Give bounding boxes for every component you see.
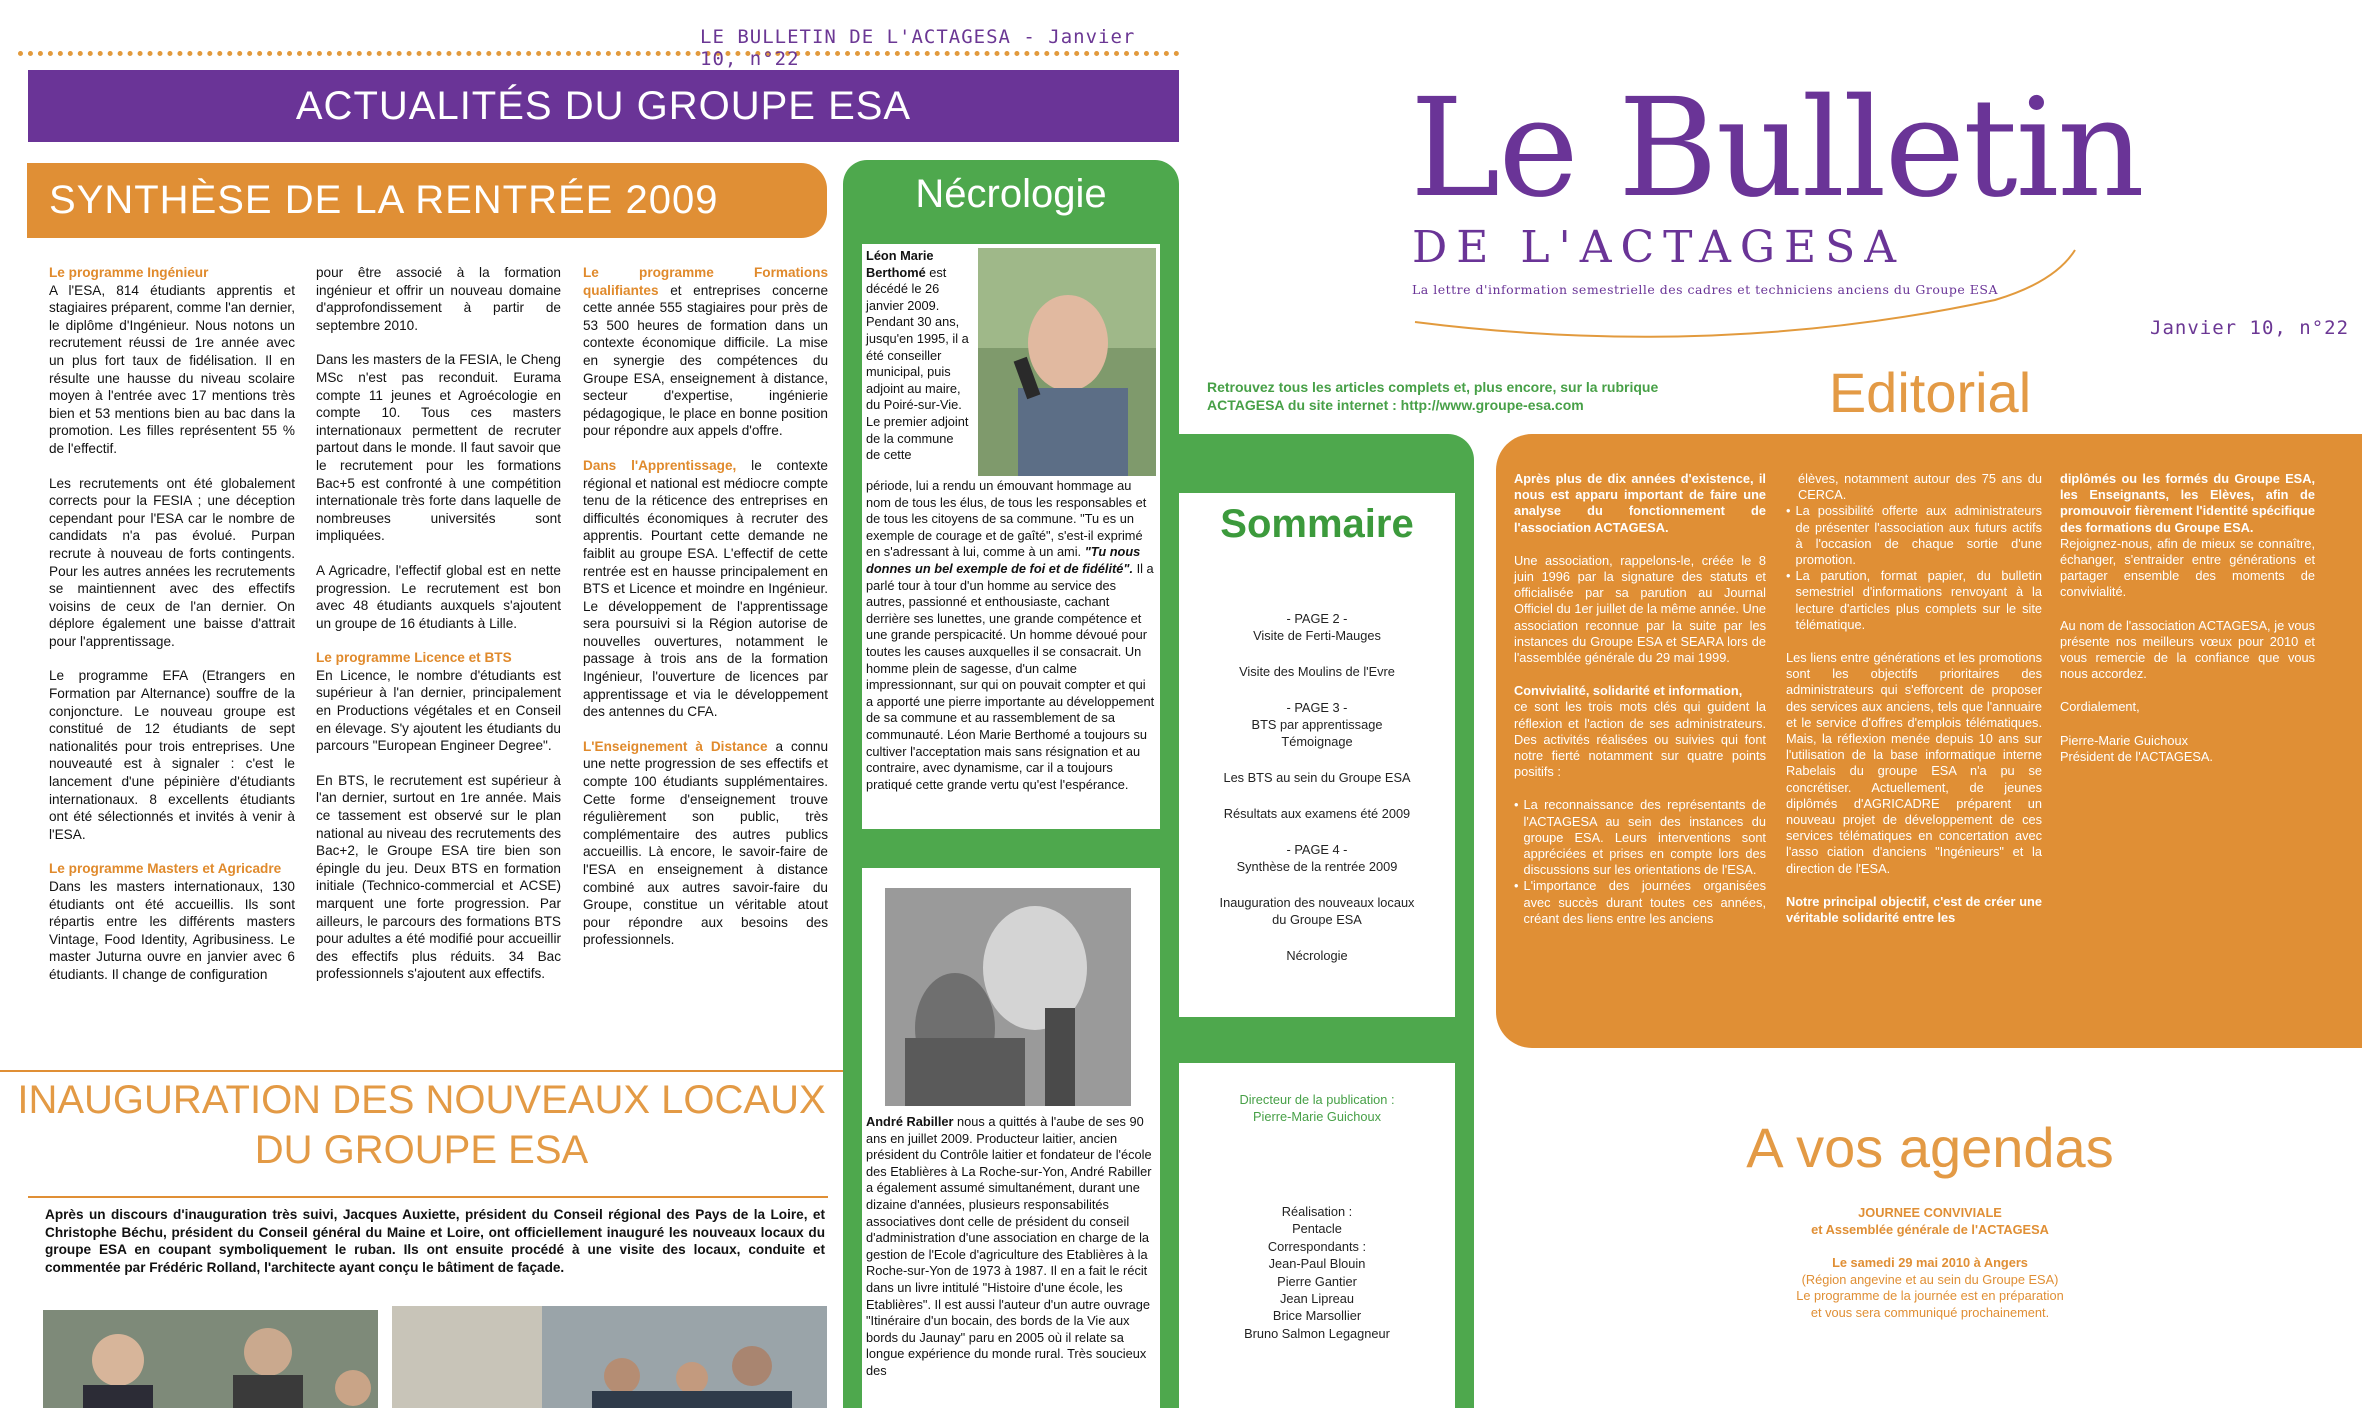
berthome-name: Léon Marie Berthomé (866, 248, 934, 280)
editorial-title: Editorial (1828, 361, 2032, 424)
sommaire-page-label: - PAGE 4 - (1286, 842, 1348, 857)
rabiller-body (866, 1114, 1156, 1380)
masthead-title: Le Bulletin (1410, 70, 2143, 228)
editorial-bullet (1786, 503, 2042, 568)
editorial-col-2 (1786, 471, 2042, 943)
editorial-paragraph: Une association, rappelons-le, créée le 8 juin 1996 par la signature des statuts et officialisée par sa parution au Journal Officiel du 1er juillet de la même année. Une association reconnue par la suite par les instances du Groupe ESA et SEARA lors de l'assemblée générale du 29 mai 1999. (1514, 552, 1766, 666)
synthese-text: le contexte régional et national est médiocre compte tenu de la réticence des entreprises en difficultés économiques à recruter des apprentis. Pourtant cette demande ne faiblit au groupe ESA. L'effectif de cette rentrée est en hausse principalement en BTS et Licence et moindre en Ingénieur. Le développement de l'apprentissage sera poursuivi si la Région autorise de nouvelles ouvertures, notamment le passage à trois ans de la formation Ingénieur, l'ouverture de licences par apprentissage et via le développement des antennes du CFA. (583, 457, 828, 720)
agenda-line: (Région angevine et au sein du Groupe ESA) (1801, 1271, 2059, 1287)
web-note-line: ACTAGESA du site internet : http://www.groupe-esa.com (1207, 397, 1584, 413)
editorial-bullet-text: La reconnaissance des représentants de l'ACTAGESA au sein des instances du groupe ESA. Leurs interventions sont appréciées et prises en compte lors des discussions sur les orientations de l'ESA. (1523, 797, 1766, 878)
sommaire-separator (1179, 1017, 1474, 1063)
synthese-heading: Le programme Masters et Agricadre (49, 861, 282, 877)
agenda-line: Le programme de la journée est en préparation (1796, 1288, 2064, 1303)
agenda-title: A vos agendas (1746, 1116, 2114, 1179)
sommaire-item[interactable]: Visite des Moulins de l'Evre (1239, 664, 1395, 679)
synthese-text: a connu une nette progression de ses effectifs et compte 100 étudiants supplémentaires. Cette forme d'enseignement trouve régulièrement son public, très complémentaire des autres publics accueillis. Là encore, le savoir-faire de l'ESA en enseignement à distance combiné aux autres savoir-faire du Groupe, constitue un véritable atout pour répondre aux besoins des professionnels. (583, 738, 829, 948)
credit-line: Pierre Gantier (1277, 1273, 1357, 1289)
berthome-intro (866, 248, 971, 464)
synthese-paragraph: Dans les masters internationaux, 130 étudiants ont été accueillis. Ils sont répartis entre les différents masters Vintage, Food Identity, Agribusiness. Le master Juturna ouvre en janvier avec 6 étudiants. Il change de configuration (49, 879, 295, 982)
necrologie-title: Nécrologie (915, 172, 1107, 216)
agenda-block (1630, 1205, 2230, 1321)
editorial-paragraph: Cordialement, (2060, 699, 2140, 715)
inauguration-body: Après un discours d'inauguration très suivi, Jacques Auxiette, président du Conseil régional des Pays de la Loire, et Christophe Béchu, président du Conseil général du Maine et Loire, ont officiellement inauguré les nouveaux locaux du groupe ESA en coupant symboliquement le ruban. Ils ont ensuite procédé à une visite des locaux, conduite et commentée par Frédéric Rolland, l'architecte ayant conçu le bâtiment de façade. (45, 1207, 825, 1275)
bullet-icon: • (1786, 503, 1791, 519)
credit-line: Jean Lipreau (1280, 1291, 1354, 1307)
synthese-heading: Le programme Licence et BTS (316, 650, 512, 666)
synthese-col-2 (316, 264, 561, 1000)
editorial-paragraph: diplômés ou les formés du Groupe ESA, les Enseignants, les Elèves, afin de promouvoir fièrement l'identité spécifique des formations du Groupe ESA. (2060, 471, 2315, 535)
agenda-line: et vous sera communiqué prochainement. (1810, 1304, 2050, 1320)
credit-line: Bruno Salmon Legagneur (1244, 1325, 1390, 1341)
divider (0, 1070, 843, 1072)
synthese-paragraph: En Licence, le nombre d'étudiants est supérieur à l'an dernier, principalement en Productions végétales et en Conseil en élevage. S'y ajoutent les étudiants du parcours "European Engineer Degree". (316, 667, 561, 754)
people-photo-icon (43, 1310, 378, 1408)
web-note (1207, 378, 1767, 414)
issue-date: Janvier 10, n°22 (2150, 317, 2350, 339)
inauguration-title-line: INAUGURATION DES NOUVEAUX LOCAUX (17, 1078, 826, 1122)
synthese-paragraph: Dans les masters de la FESIA, le Cheng MSc n'est pas reconduit. Eurama compte 11 jeunes et Agroécologie en compte 10. Tous ces masters internationaux permettent de recruter partout dans le monde. Il faut savoir que le recrutement pour les formations Bac+5 est confronté à une compétition internationale très forte dans laquelle de nombreuses universités sont impliquées. (316, 352, 561, 544)
editorial-signature: Président de l'ACTAGESA. (2060, 748, 2213, 764)
synthese-inline-heading: L'Enseignement à Distance (583, 738, 768, 754)
synthese-inline-heading: Le programme Formations qualifiantes (583, 265, 828, 298)
synthese-title: SYNTHÈSE DE LA RENTRÉE 2009 (27, 163, 827, 238)
sommaire-edge (1455, 1063, 1474, 1408)
masthead-subtitle: DE L'ACTAGESA (1412, 222, 1906, 273)
sommaire-item[interactable]: BTS par apprentissage (1251, 717, 1383, 732)
synthese-paragraph (583, 738, 828, 949)
editorial-signature: Pierre-Marie Guichoux (2060, 732, 2189, 748)
section-banner: ACTUALITÉS DU GROUPE ESA (28, 70, 1179, 142)
divider (28, 1196, 828, 1198)
director-label: Directeur de la publication : (1239, 1092, 1395, 1107)
sommaire-item[interactable]: Témoignage (1281, 734, 1353, 749)
berthome-quote: "Tu nous donnes un bel exemple de foi et de fidélité". (866, 544, 1141, 576)
editorial-bullet (1514, 797, 1766, 878)
rabiller-name: André Rabiller (866, 1114, 954, 1129)
sommaire-page-label: - PAGE 2 - (1286, 611, 1348, 626)
berthome-portrait (978, 248, 1156, 476)
berthome-text: Il a parlé tour à tour d'un homme au service des autres, passionné et enthousiaste, cachant derrière ses lunettes, une grande compétence et une grande perspicacité. Un homme dévoué pour toutes les causes auxquelles il se consacrait. Un homme plein de sagesse, d'un calme impressionnant, sur qui on pouvait compter et qui a apporté une pierre importante au développement de sa commune et au rassemblement de sa communauté. Léon Marie Berthomé a toujours su cultiver l'acceptation mais sans résignation et au contraire, avec dynamisme, car il a toujours pratiqué cette grande vertu qu'est l'espérance. (866, 560, 1155, 792)
credit-line: Brice Marsollier (1272, 1308, 1362, 1324)
crowd-photo-icon (392, 1306, 827, 1408)
masthead-tagline: La lettre d'information semestrielle des cadres et techniciens anciens du Groupe ESA (1412, 282, 1998, 297)
editorial-paragraph: Rejoignez-nous, afin de mieux se connaître, échanger, s'entraider entre générations et partager ensemble des moments de convivialité. (2060, 535, 2315, 600)
inauguration-photo (43, 1310, 378, 1408)
editorial-paragraph: Après plus de dix années d'existence, il nous est apparu important de faire une analyse du fonctionnement de l'association ACTAGESA. (1514, 471, 1766, 535)
bullet-icon: • (1514, 797, 1519, 813)
sommaire-item[interactable]: Résultats aux examens été 2009 (1223, 806, 1411, 821)
web-note-line: Retrouvez tous les articles complets et, plus encore, sur la rubrique (1207, 379, 1659, 395)
running-head-text: LE BULLETIN DE L'ACTAGESA - Janvier 10, n°22 (700, 26, 1136, 70)
sommaire-item[interactable]: Inauguration des nouveaux locaux (1219, 895, 1415, 910)
inauguration-title (0, 1075, 843, 1175)
editorial-bullet-text: L'importance des journées organisées avec succès durant toutes ces années, créant des liens entre les anciens (1523, 878, 1766, 926)
running-head (0, 0, 1180, 70)
sommaire-item[interactable]: du Groupe ESA (1272, 912, 1362, 927)
synthese-col-3 (583, 264, 828, 966)
portrait-photo-icon (978, 248, 1156, 476)
inauguration-photo (392, 1306, 827, 1408)
berthome-text: période, lui a rendu un émouvant hommage au nom de tous les élus, de tous les responsables et de tous les citoyens de sa commune. "Tu es un exemple de courage et de gaîté", s'est-il exprimé en s'adressant à lui, comme à un ami. (866, 478, 1147, 560)
credit-line: Pentacle (1292, 1221, 1342, 1237)
sommaire-item[interactable]: Nécrologie (1286, 948, 1348, 963)
editorial-col-3 (2060, 471, 2315, 765)
editorial-paragraph: ce sont les trois mots clés qui guident la réflexion et l'action de ses administrateurs. Des activités réalisées ou suivies qui font notre fierté notamment sur quatre points positifs : (1514, 699, 1766, 780)
sommaire-title: Sommaire (1179, 493, 1455, 555)
synthese-inline-heading: Dans l'Apprentissage, (583, 457, 737, 473)
berthome-text: est décédé le 26 janvier 2009. Pendant 30 ans, jusqu'en 1995, il a été conseiller municipal, puis adjoint au maire, du Poiré-sur-Vie. Le premier adjoint de la commune de cette (866, 264, 969, 463)
editorial-bullet-text: La parution, format papier, du bulletin semestriel d'informations renvoyant à la lecture d'articles plus complets sur le site télématique. (1795, 568, 2042, 632)
editorial-paragraph: Notre principal objectif, c'est de créer une véritable solidarité entre les (1786, 893, 2042, 926)
synthese-heading: Le programme Ingénieur (49, 265, 209, 280)
director-name: Pierre-Marie Guichoux (1252, 1109, 1381, 1124)
bullet-icon: • (1786, 568, 1791, 584)
credits-block (1179, 1125, 1455, 1342)
synthese-paragraph: A Agricadre, l'effectif global est en nette progression. Le recrutement est bon avec 48 étudiants auxquels s'ajoutent un groupe de 16 étudiants à Lille. (316, 562, 561, 631)
rabiller-portrait (885, 888, 1131, 1106)
inauguration-title-line: DU GROUPE ESA (254, 1128, 589, 1172)
portrait-photo-icon (885, 888, 1131, 1106)
synthese-paragraph (583, 457, 828, 721)
rabiller-text: nous a quittés à l'aube de ses 90 ans en juillet 2009. Producteur laitier, ancien président du Contrôle laitier et fondateur de l'école des Etablières à La Roche-sur-Yon, André Rabiller a également assumé simultanément, durant une dizaine d'années, plusieurs responsabilités associatives dont celle de président du conseil d'administration d'une association en charge de la gestion de l'Ecole d'agriculture des Etablières à la Roche-sur-Yon de 1973 à 1987. Il en a fait le récit dans un livre intitulé "Histoire d'une école, les Etablières". Il est aussi l'auteur d'un autre ouvrage "Itinéraire d'un bocain, des bords de la Vie aux bords du Jaunay" paru en 2005 où il relate sa longue expérience du monde rural. Très soucieux des (866, 1114, 1152, 1378)
synthese-paragraph: A l'ESA, 814 étudiants apprentis et stagiaires préparent, comme l'an dernier, le diplôme d'Ingénieur. Nous notons un recrutement réussi de 1re année avec un plus fort taux de fidélisation. Il en résulte une hausse du niveau scolaire moyen à l'entrée avec 17 mentions très bien et 53 mentions bien au bac dans la promotion. Les filles représentent 55 % de l'effectif. (49, 282, 295, 456)
agenda-line: Le samedi 29 mai 2010 à Angers (1832, 1255, 2028, 1270)
berthome-body (866, 478, 1156, 793)
credit-line: Jean-Paul Blouin (1268, 1256, 1366, 1272)
editorial-paragraph: Les liens entre générations et les promotions sont les objectifs prioritaires des administrateurs qui s'efforcent de proposer des services aux anciens, tels que l'annuaire et le service d'offres d'emplois télématiques. Mais, la réflexion menée depuis 10 ans sur l'utilisation de la base informatique interne Rabelais du groupe ESA n'a pu se concrétiser. Actuellement, de jeunes diplômés d'AGRICADRE préparent un nouveau projet de développement de ces services télématiques en concertation avec l'asso ciation d'anciens "Ingénieurs" et la direction de l'ESA. (1786, 650, 2042, 876)
editorial-heading: Convivialité, solidarité et information, (1514, 683, 1743, 699)
editorial-paragraph: Au nom de l'association ACTAGESA, je vous présente nos meilleurs vœux pour 2010 et vous remercie de la confiance que vous nous accordez. (2060, 617, 2315, 682)
editorial-bullet (1514, 878, 1766, 927)
synthese-paragraph: pour être associé à la formation ingénieur et offrir un nouveau domaine d'approfondissement à partir de septembre 2010. (316, 265, 561, 333)
agenda-line: et Assemblée générale de l'ACTAGESA (1811, 1221, 2049, 1237)
synthese-text: et entreprises concerne cette année 555 stagiaires pour près de 53 500 heures de formation dans un contexte économique difficile. La mise en synergie des compétences du Groupe ESA, enseignement à distance, secteur d'expertise, ingénierie pédagogique, le place en bonne position pour répondre aux appels d'offre. (583, 282, 829, 439)
synthese-paragraph: Le programme EFA (Etrangers en Formation par Alternance) souffre de la conjoncture. Le nouveau groupe est constitué de 12 étudiants de sept nationalités pour trois entreprises. Une nouveauté est à signaler : c'est le lancement d'une pépinière d'étudiants internationaux. 8 excellents étudiants ont été sélectionnés et invités à venir à l'ESA. (49, 668, 295, 842)
synthese-paragraph: Les recrutements ont été globalement corrects pour la FESIA ; une déception cependant pour l'ESA car le nombre de candidats n'a pas évolué. Purpan recrute à nouveau de forts contingents. Pour les autres années les recrutements se maintiennent avec des effectifs voisins de ceux de l'an dernier. On déplore également une baisse d'attrait pour l'apprentissage. (49, 475, 295, 649)
sommaire-credits (1179, 1063, 1455, 1408)
sommaire-item[interactable]: Les BTS au sein du Groupe ESA (1223, 770, 1411, 785)
sommaire-list (1179, 555, 1455, 1065)
editorial-bullet (1786, 568, 2042, 633)
credit-line: Réalisation : (1281, 1204, 1353, 1219)
synthese-paragraph: En BTS, le recrutement est supérieur à l'an dernier, surtout en 1re année. Mais ce tassement est observé sur le plan national au niveau des recrutements des Bac+2, le Groupe ESA tire bien son épingle du jeu. Deux BTS en formation initiale (Technico-commercial et ACSE) marquent une forte progression. Par ailleurs, le parcours des formations BTS pour adultes a été modifié pour accueillir des effectifs plus réduits. 34 Bac professionnels s'ajoutent aux effectifs. (316, 772, 561, 982)
editorial-col-1 (1514, 471, 1766, 927)
sommaire-items (1179, 555, 1455, 964)
bullet-icon: • (1514, 878, 1519, 894)
editorial-bullet-text: La possibilité offerte aux administrateurs de présenter l'association aux futurs actifs à l'occasion de chaque sortie d'une promotion. (1795, 503, 2042, 568)
editorial-paragraph: élèves, notamment autour des 75 ans du CERCA. (1798, 471, 2042, 503)
synthese-paragraph (583, 264, 828, 440)
synthese-col-1 (49, 264, 295, 1001)
agenda-line: JOURNEE CONVIVIALE (1858, 1205, 2002, 1220)
sommaire-item[interactable]: Visite de Ferti-Mauges (1253, 628, 1381, 643)
director-block (1179, 1063, 1455, 1125)
sommaire-item[interactable]: Synthèse de la rentrée 2009 (1236, 859, 1398, 874)
credit-line: Correspondants : (1267, 1238, 1367, 1254)
sommaire-page-label: - PAGE 3 - (1286, 700, 1348, 715)
